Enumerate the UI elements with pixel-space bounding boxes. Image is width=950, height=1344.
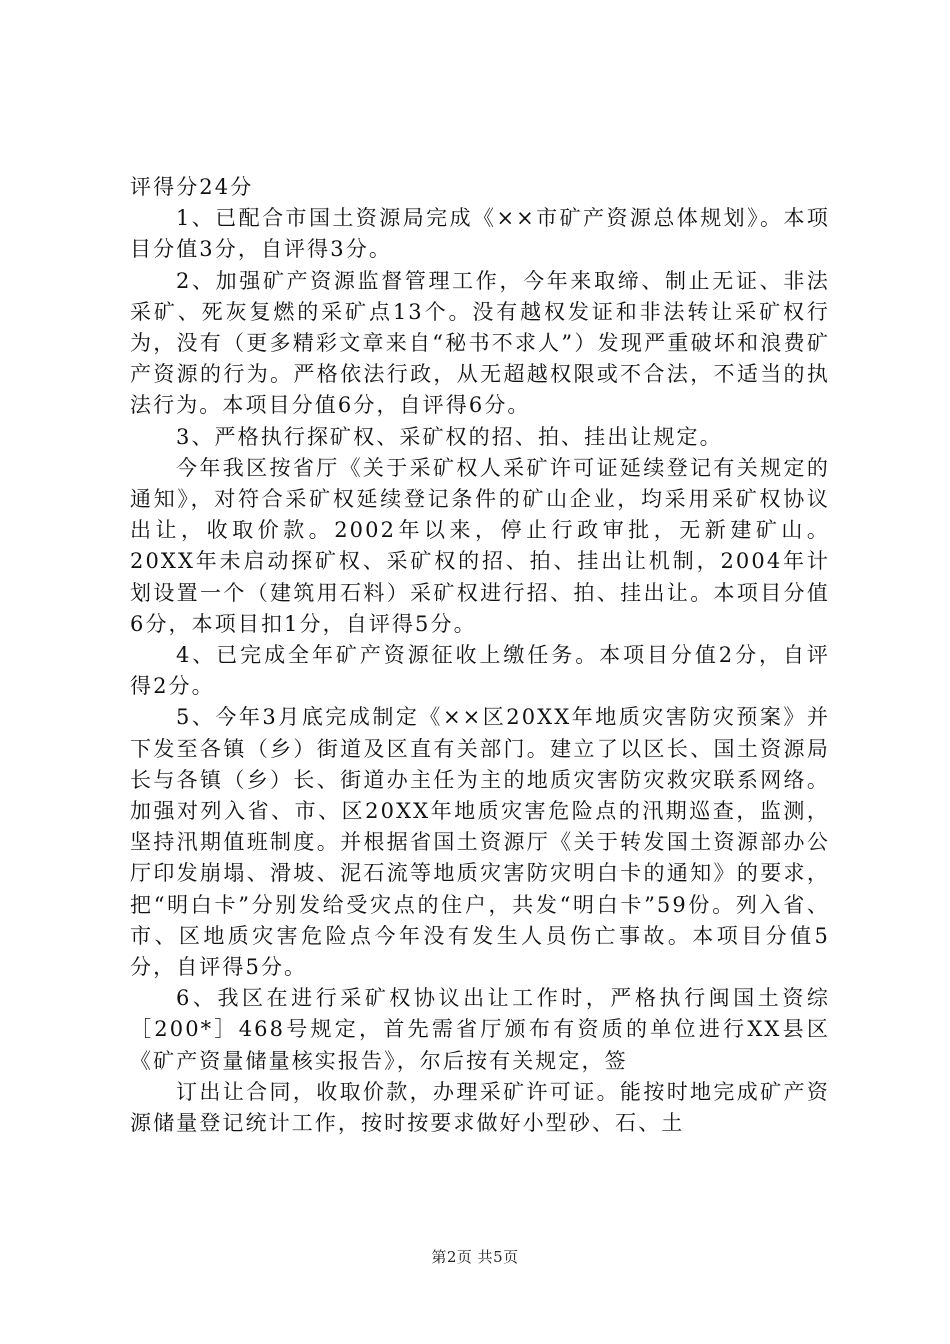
- paragraph-item-5: 5、今年3月底完成制定《××区20XX年地质灾害防灾预案》并下发至各镇（乡）街道及区直有关部门。建立了以区长、国土资源局长与各镇（乡）长、街道办主任为主的地质灾害防灾救灾联系网络。加强对列入省、市、区20XX年地质灾害危险点的汛期巡查，监测，坚持汛期值班制度。并根据省国土资源厅《关于转发国土资源部办公厅印发崩塌、滑坡、泥石流等地质灾害防灾明白卡的通知》的要求，把“明白卡”分别发给受灾点的住户，共发“明白卡”59份。列入省、市、区地质灾害危险点今年没有发生人员伤亡事故。本项目分值5分，自评得5分。: [130, 705, 830, 980]
- paragraph-item-1: 1、已配合市国土资源局完成《××市矿产资源总体规划》。本项目分值3分，自评得3分。: [130, 206, 830, 262]
- paragraph-item-6: 6、我区在进行采矿权协议出让工作时，严格执行闽国土资综［200*］468号规定，首先需省厅颁布有资质的单位进行XX县区《矿产资量储量核实报告》，尔后按有关规定，签: [130, 986, 830, 1073]
- paragraph-item-4: 4、已完成全年矿产资源征收上缴任务。本项目分值2分，自评得2分。: [130, 643, 830, 699]
- document-body: [130, 172, 830, 1139]
- paragraph-item-6-continued: 订出让合同，收取价款，办理采矿许可证。能按时地完成矿产资源储量登记统计工作，按时按要求做好小型砂、石、土: [130, 1079, 830, 1136]
- paragraph-item-3-detail: 今年我区按省厅《关于采矿权人采矿许可证延续登记有关规定的通知》，对符合采矿权延续登记条件的矿山企业，均采用采矿权协议出让，收取价款。2002年以来，停止行政审批，无新建矿山。20XX年未启动探矿权、采矿权的招、拍、挂出让机制，2004年计划设置一个（建筑用石料）采矿权进行招、拍、挂出让。本项目分值6分，本项目扣1分，自评得5分。: [130, 455, 830, 636]
- paragraph-item-2: 2、加强矿产资源监督管理工作，今年来取缔、制止无证、非法采矿、死灰复燃的采矿点13个。没有越权发证和非法转让采矿权行为，没有（更多精彩文章来自“秘书不求人”）发现严重破坏和浪费矿产资源的行为。严格依法行政，从无超越权限或不合法，不适当的执法行为。本项目分值6分，自评得6分。: [130, 268, 830, 418]
- page-number-footer: 第2页 共5页: [431, 1248, 519, 1266]
- paragraph-score-total: 评得分24分: [130, 175, 254, 199]
- paragraph-item-3: 3、严格执行探矿权、采矿权的招、拍、挂出让规定。: [176, 424, 723, 449]
